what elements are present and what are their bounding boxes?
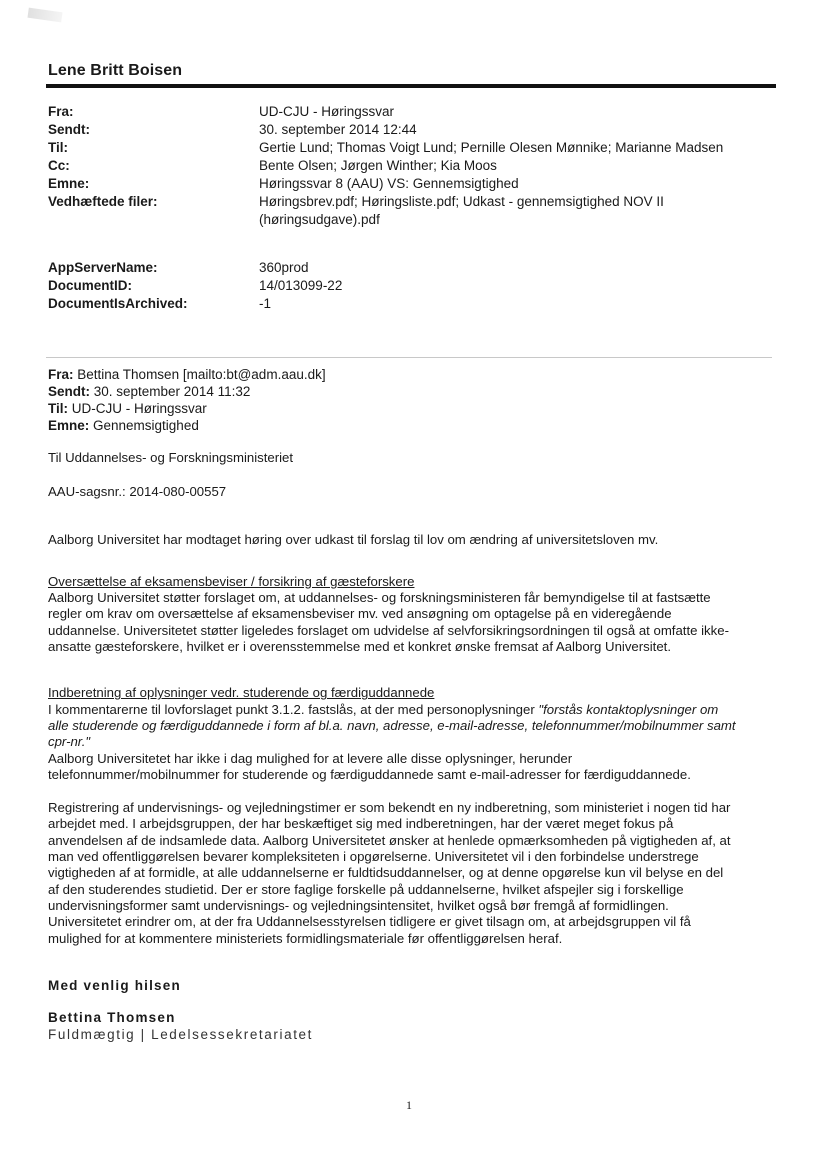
section1-line: uddannelse. Universitetet støtter ligeledes forslaget om udvidelse af selvforsikringsordningen til også at omfatte ikke- [48, 622, 729, 638]
meta-value: Høringssvar 8 (AAU) VS: Gennemsigtighed [259, 176, 519, 191]
fwd-from-value: Bettina Thomsen [mailto:bt@adm.aau.dk] [73, 367, 326, 382]
meta-row-documentid [48, 277, 768, 295]
meta-row-subject [48, 175, 768, 193]
section-title-translation: Oversættelse af eksamensbeviser / forsikring af gæsteforskere [48, 573, 415, 589]
recipient-line: Til Uddannelses- og Forskningsministeriet [48, 450, 294, 465]
forwarded-separator [46, 357, 772, 358]
p3-line: arbejdet med. I arbejdsgruppen, der har beskæftiget sig med indberetningen, har der været meget fokus på [48, 816, 674, 832]
section2-quote-line: alle studerende og færdiguddannede i form af bl.a. navn, adresse, e-mail-adresse, telefonnummer/mobilnummer samt [48, 717, 736, 733]
meta-value: 30. september 2014 12:44 [259, 122, 417, 137]
fwd-to-value: UD-CJU - Høringssvar [68, 401, 207, 416]
meta-key: DocumentIsArchived: [48, 296, 188, 311]
mailbox-owner-name: Lene Britt Boisen [48, 62, 183, 79]
meta-row-sent [48, 121, 768, 139]
meta-row-appserver [48, 259, 768, 277]
meta-value: -1 [259, 296, 272, 311]
header-rule [46, 84, 776, 88]
fwd-to-line [48, 400, 326, 417]
section2-quote: "forstås kontaktoplysninger om [538, 701, 719, 717]
meta-key: Cc: [48, 158, 70, 173]
fwd-sent-label: Sendt: [48, 384, 90, 399]
p3-line: anvendelsen af de indsamlede data. Aalborg Universitetet ønsker at henlede opmærksomheden på vigtigheden af, at [48, 832, 731, 848]
p3-line: vigtigheden af at formidle, at alle uddannelserne er fuldtidsuddannelser, og at denne opgørelse kun vil belyse en del [48, 865, 724, 881]
section2-line: telefonnummer/mobilnummer for studerende og færdiguddannede samt e-mail-adresser for færdiguddannede. [48, 766, 691, 782]
meta-row-to [48, 139, 768, 157]
signature-name: Bettina Thomsen [48, 1010, 176, 1025]
meta-key: AppServerName: [48, 260, 158, 275]
meta-spacer [48, 229, 768, 259]
scan-artifact [27, 8, 62, 23]
case-number: AAU-sagsnr.: 2014-080-00557 [48, 484, 227, 500]
section2-quote-line: cpr-nr." [48, 734, 91, 750]
p3-line: Universitetet erindrer om, at der fra Uddannelsesstyrelsen tidligere er givet tilsagn om, at arbejdsgruppen vil få [48, 914, 691, 930]
intro-paragraph: Aalborg Universitet har modtaget høring over udkast til forslag til lov om ændring af universitetsloven mv. [48, 531, 659, 547]
fwd-subject-value: Gennemsigtighed [89, 418, 199, 433]
meta-value: 14/013099-22 [259, 278, 343, 293]
section1-line: Aalborg Universitet støtter forslaget om, at uddannelses- og forskningsministeren får bemyndigelse til at fastsætte [48, 590, 711, 606]
page-number: 1 [406, 1098, 412, 1112]
meta-key: Emne: [48, 176, 90, 191]
fwd-sent-value: 30. september 2014 11:32 [90, 384, 251, 399]
p3-line: Registrering af undervisnings- og vejledningstimer er som bekendt en ny indberetning, som ministeriet i nogen tid har [48, 800, 731, 816]
p3-line: af den studerendes studietid. Der er store faglige forskelle på uddannelserne, hvilket afspejler sig i forskellige [48, 881, 684, 897]
meta-row-archived [48, 295, 768, 313]
letter-body [48, 450, 778, 947]
fwd-subject-line [48, 417, 326, 434]
meta-row-from [48, 103, 768, 121]
meta-value: 360prod [259, 260, 309, 275]
forwarded-header [48, 366, 326, 434]
meta-key: Vedhæftede filer: [48, 194, 158, 209]
meta-row-attachments [48, 193, 768, 229]
meta-key: Sendt: [48, 122, 90, 137]
attachment-list-line-2: (høringsudgave).pdf [259, 212, 380, 227]
fwd-to-label: Til: [48, 401, 68, 416]
meta-key: Fra: [48, 104, 74, 119]
closing-salutation: Med venlig hilsen [48, 978, 181, 993]
fwd-from-line [48, 366, 326, 383]
meta-key: DocumentID: [48, 278, 132, 293]
meta-row-cc [48, 157, 768, 175]
section2-line: Aalborg Universitetet har ikke i dag mulighed for at levere alle disse oplysninger, herunder [48, 750, 573, 766]
section-title-reporting: Indberetning af oplysninger vedr. studerende og færdiguddannede [48, 685, 435, 701]
signature-title: Fuldmægtig | Ledelsessekretariatet [48, 1027, 314, 1042]
p3-line: mulighed for at kommentere ministeriets formidlingsmateriale før offentliggørelsen heraf. [48, 930, 563, 946]
meta-value: Gertie Lund; Thomas Voigt Lund; Pernille Olesen Mønnike; Marianne Madsen [259, 140, 724, 155]
fwd-sent-line [48, 383, 326, 400]
section1-line: regler om krav om oversættelse af eksamensbeviser mv. ved ansøgning om optagelse på en videregående [48, 606, 672, 622]
meta-value [259, 193, 768, 229]
fwd-subject-label: Emne: [48, 418, 90, 433]
section2-text: I kommentarerne til lovforslaget punkt 3.1.2. fastslås, at der med personoplysninger [48, 701, 539, 717]
fwd-from-label: Fra: [48, 367, 74, 382]
email-metadata [48, 103, 768, 313]
meta-key: Til: [48, 140, 68, 155]
p3-line: man ved offentliggørelsen bevarer kompleksiteten i opgørelserne. Universitetet vil i den forbindelse understrege [48, 849, 699, 865]
section1-line: ansatte gæsteforskere, hvilket er i overensstemmelse med et konkret ønske fremsat af Aalborg Universitet. [48, 639, 672, 655]
meta-value: Bente Olsen; Jørgen Winther; Kia Moos [259, 158, 497, 173]
attachment-list-line-1: Høringsbrev.pdf; Høringsliste.pdf; Udkast - gennemsigtighed NOV II [259, 194, 664, 209]
meta-value: UD-CJU - Høringssvar [259, 104, 394, 119]
section2-line [48, 702, 778, 718]
p3-line: undervisningsformer samt undervisnings- og vejledningsintensitet, hvilket også bør fremgå af formidlingen. [48, 897, 669, 913]
